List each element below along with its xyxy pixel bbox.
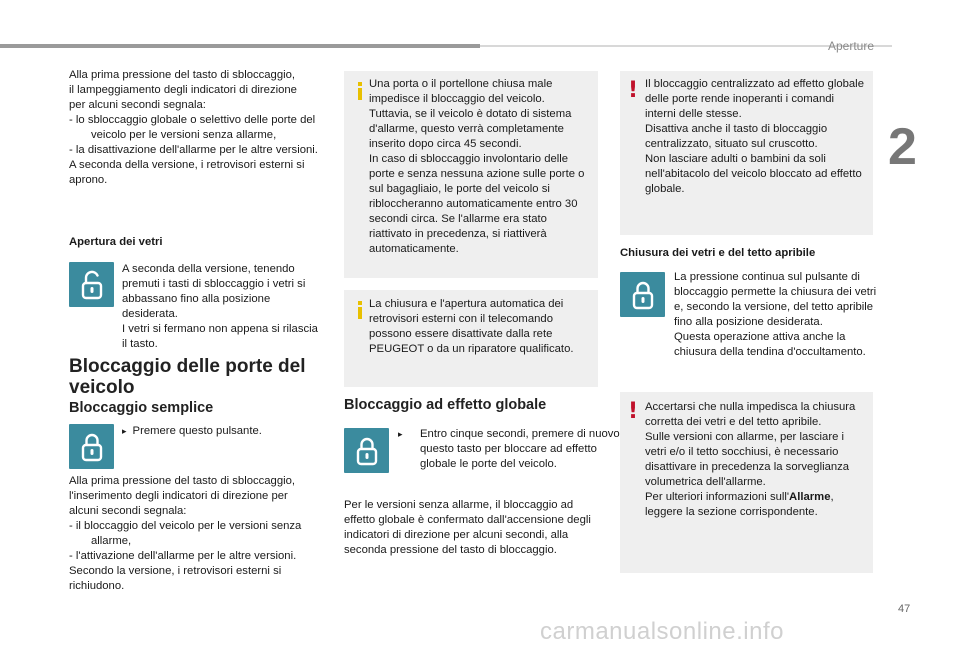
intro-line: il lampeggiamento degli indicatori di direzione bbox=[69, 84, 297, 96]
warning-text-bold: Allarme bbox=[789, 491, 831, 503]
lock-dash-item: - l'attivazione dell'allarme per le altre versioni. bbox=[69, 550, 297, 562]
lock-block bbox=[69, 474, 331, 594]
info-box-mirrors bbox=[344, 290, 598, 387]
warning-exclamation-icon: ! bbox=[628, 78, 639, 103]
page-number: 47 bbox=[898, 603, 911, 615]
unlock-icon bbox=[69, 262, 114, 307]
intro-dash-item: - lo sbloccaggio globale o selettivo delle porte del veicolo per le versioni senza allarme, bbox=[69, 114, 316, 141]
lock-line: l'inserimento degli indicatori di direzione per bbox=[69, 490, 288, 502]
section-title: Aperture bbox=[827, 39, 874, 53]
warning-text-part: , leggere la sezione corrispondente. bbox=[645, 491, 834, 518]
windows-text: A seconda della versione, tenendo premuti i tasti di sbloccaggio i vetri si abbassano fino alla posizione desiderata. I vetri si fermano non appena si rilascia il tasto. bbox=[122, 263, 318, 350]
warning-text-part: Accertarsi che nulla impedisca la chiusura corretta dei vetri e del tetto apribile. Sulle versioni con allarme, per lasciare i vetri e/o il tetto socchiusi, è necessario disattivare in precedenza la sorveglianza volumetrica dell'allarme. Per ulteriori informazioni sull' bbox=[645, 401, 856, 503]
info-icon bbox=[354, 82, 366, 100]
lock-icon bbox=[69, 424, 114, 469]
warning-box-text bbox=[645, 400, 865, 520]
h1-door-locking: Bloccaggio delle porte del veicolo bbox=[69, 356, 306, 398]
global-instruction bbox=[398, 427, 622, 472]
warning-exclamation-icon: ! bbox=[628, 399, 639, 424]
arrow-bullet-icon: ▸ bbox=[398, 429, 403, 439]
h2-simple-locking: Bloccaggio semplice bbox=[69, 400, 214, 416]
warning-box-text: Il bloccaggio centralizzato ad effetto globale delle porte rende inoperanti i comandi interni delle stesse. Disattiva anche il tasto di bloccaggio centralizzato, situato sul cruscotto. Non lasciare adulti o bambini da soli nell'abitacolo del veicolo bloccato ad effetto globale. bbox=[645, 78, 864, 195]
intro-line: Alla prima pressione del tasto di sbloccaggio, bbox=[69, 69, 296, 81]
simple-instruction-text: Premere questo pulsante. bbox=[132, 425, 262, 437]
info-box-text: Una porta o il portellone chiusa male impedisce il bloccaggio del veicolo. Tuttavia, se il veicolo è dotato di sistema d'allarme, questo verrà completamente inserito dopo circa 45 secondi. In caso di sbloccaggio involontario delle porte e senza nessuna azione sulle porte o sul bagagliaio, le porte del veicolo si ribloccheranno automaticamente entro 30 secondi circa. Se l'allarme era stato riattivato in precedenza, si riattiverà automaticamente. bbox=[369, 78, 585, 255]
lock-end: Secondo la versione, i retrovisori esterni si richiudono. bbox=[69, 565, 282, 592]
lock-line: Alla prima pressione del tasto di sbloccaggio, bbox=[69, 475, 296, 487]
arrow-bullet-icon: ▸ bbox=[122, 426, 127, 436]
closing-text: La pressione continua sul pulsante di bloccaggio permette la chiusura dei vetri e, secondo la versione, del tetto apribile fino alla posizione desiderata. Questa operazione attiva anche la chiusura della tendina d'occultamento. bbox=[674, 271, 877, 358]
chapter-number: 2 bbox=[888, 118, 917, 176]
lock-icon bbox=[344, 428, 389, 473]
lock-line: alcuni secondi segnala: bbox=[69, 505, 187, 517]
intro-line: per alcuni secondi segnala: bbox=[69, 99, 206, 111]
watermark: carmanualsonline.info bbox=[540, 618, 784, 645]
intro-end: A seconda della versione, i retrovisori esterni si aprono. bbox=[69, 159, 305, 186]
info-box-locking bbox=[344, 71, 598, 278]
intro-dash-item: - la disattivazione dell'allarme per le altre versioni. bbox=[69, 144, 318, 156]
info-icon bbox=[354, 301, 366, 319]
global-instruction-text: Entro cinque secondi, premere di nuovo questo tasto per bloccare ad effetto globale le porte del veicolo. bbox=[420, 428, 620, 470]
header-rule bbox=[0, 44, 480, 48]
warning-box-closing bbox=[620, 392, 873, 573]
simple-instruction bbox=[122, 424, 322, 439]
warning-box-global bbox=[620, 71, 873, 235]
info-box-text: La chiusura e l'apertura automatica dei retrovisori esterni con il telecomando possono essere disattivate dalla rete PEUGEOT o da un riparatore qualificato. bbox=[369, 298, 574, 355]
windows-heading: Apertura dei vetri bbox=[69, 236, 163, 248]
lock-icon bbox=[620, 272, 665, 317]
global-text: Per le versioni senza allarme, il bloccaggio ad effetto globale è confermato dall'accensione degli indicatori di direzione per alcuni secondi, alla seconda pressione del tasto di bloccaggio. bbox=[344, 499, 591, 556]
closing-heading: Chiusura dei vetri e del tetto apribile bbox=[620, 247, 816, 259]
intro-block bbox=[69, 68, 331, 188]
h2-global-locking: Bloccaggio ad effetto globale bbox=[344, 397, 547, 413]
lock-dash-item: - il bloccaggio del veicolo per le versioni senza allarme, bbox=[69, 520, 302, 547]
